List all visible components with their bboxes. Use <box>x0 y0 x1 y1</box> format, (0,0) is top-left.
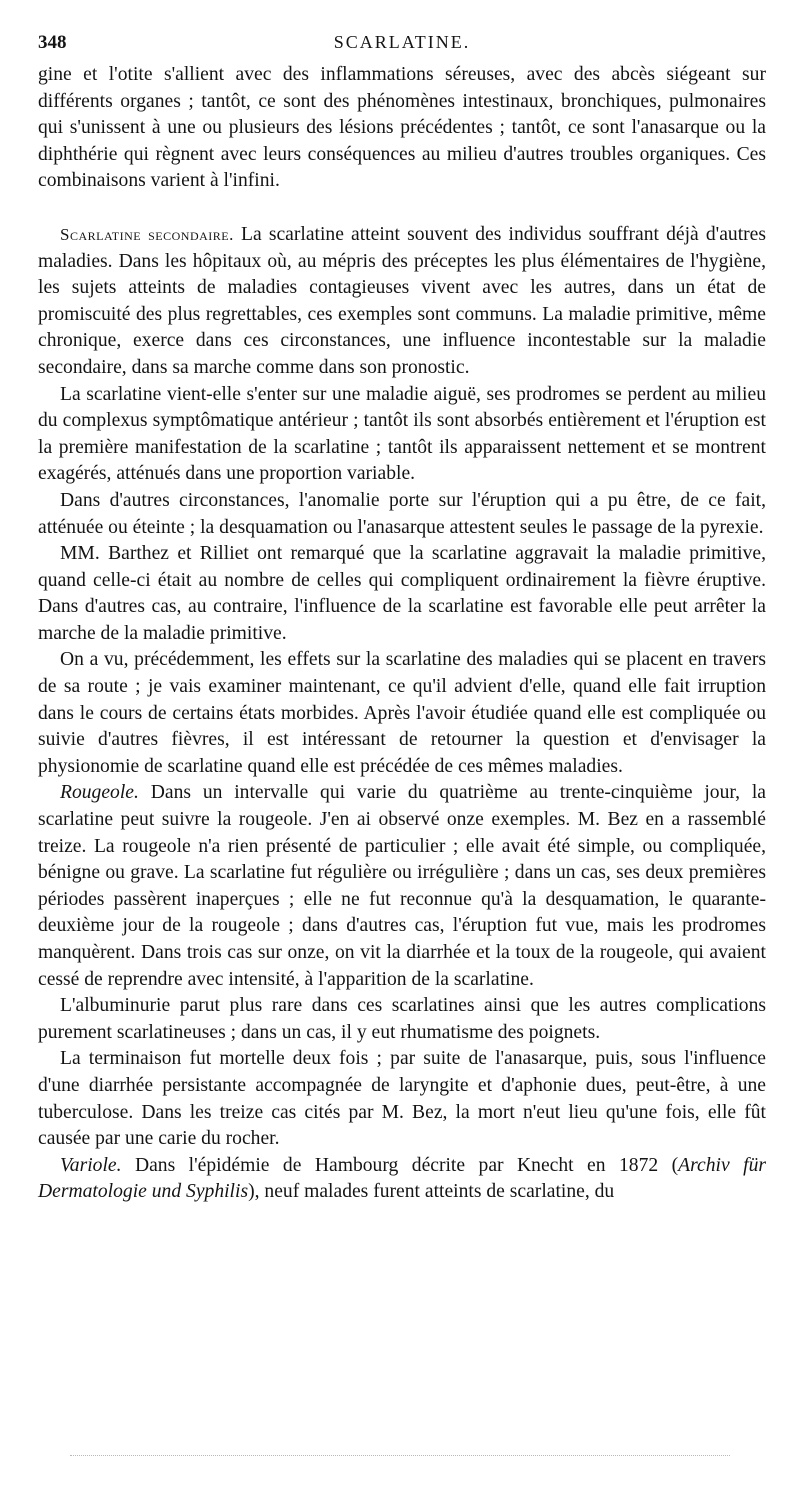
paragraph <box>38 780 766 993</box>
section-heading: Scarlatine secondaire. <box>60 224 234 244</box>
paragraph-text: L'albuminurie parut plus rare dans ces scarlatines ainsi que les autres complications purement scarlatineuses ; dans un cas, il y eut rhumatisme des poignets. <box>38 995 766 1043</box>
paragraph <box>38 1153 766 1206</box>
journal-citation: Archiv für Dermatologie und Syphilis <box>38 1154 766 1203</box>
footer-rule <box>70 1455 730 1456</box>
document-page <box>38 28 766 1206</box>
paragraph-text: La scarlatine vient-elle s'enter sur une maladie aiguë, ses prodromes se perdent au milieu du complexus symptômatique antérieur ; tantôt ils sont absorbés entièrement et l'éruption est la première manifestation de la scarlatine ; tantôt ils apparaissent nettement et se montrent exagérés, atténués dans une proportion variable. <box>38 383 766 485</box>
paragraph-text: gine et l'otite s'allient avec des inflammations séreuses, avec des abcès siégeant sur différents organes ; tantôt, ce sont des phénomènes intestinaux, bronchiques, pulmonaires qui s'unissent à une ou plusieurs des lésions précédentes ; tantôt, ce sont l'anasarque ou la diphthérie qui règnent avec leurs conséquences au milieu d'autres troubles organiques. Ces combinaisons varient à l'infini. <box>38 64 766 192</box>
paragraph-text: Dans un intervalle qui varie du quatrième au trente-cinquième jour, la scarlatine peut suivre la rougeole. J'en ai observé onze exemples. M. Bez en a rassemblé treize. La rougeole n'a rien présenté de particulier ; elle avait été simple, ou compliquée, bénigne ou grave. La scarlatine fut régulière ou irrégulière ; dans un cas, ses deux premières périodes passèrent inaperçues ; elle ne fut reconnue qu'à la desquamation, le quarante-deuxième jour de la rougeole ; dans d'autres cas, l'éruption fut vue, mais les prodromes manquèrent. Dans trois cas sur onze, on vit la diarrhée et la toux de la rougeole, qui avaient cessé de reprendre avec intensité, à l'apparition de la scarlatine. <box>38 782 766 990</box>
paragraph <box>38 1046 766 1152</box>
paragraph-text: La terminaison fut mortelle deux fois ; par suite de l'anasarque, puis, sous l'influence d'une diarrhée persistante accompagnée de laryngite et d'aphonie dues, peut-être, à une tuberculose. Dans les treize cas cités par M. Bez, la mort n'eut lieu qu'une fois, elle fût causée par une carie du rocher. <box>38 1048 766 1150</box>
section-heading: Variole. <box>60 1154 122 1176</box>
paragraph-text: Dans d'autres circonstances, l'anomalie porte sur l'éruption qui a pu être, de ce fait, atténuée ou éteinte ; la desquamation ou l'anasarque attestent seules le passage de la pyrexie. <box>38 489 766 538</box>
paragraph <box>38 222 766 382</box>
paragraph <box>38 62 766 195</box>
page-number: 348 <box>38 32 67 53</box>
paragraph-text: On a vu, précédemment, les effets sur la scarlatine des maladies qui se placent en travers de sa route ; je vais examiner maintenant, ce qu'il advient d'elle, quand elle fait irruption dans le cours de certains états morbides. Après l'avoir étudiée quand elle est compliquée ou suivie d'autres fièvres, il est intéressant de retourner la question et d'envisager la physionomie de scarlatine quand elle est précédée de ces mêmes maladies. <box>38 649 766 777</box>
paragraph <box>38 647 766 780</box>
paragraph-text: ), neuf malades furent atteints de scarlatine, du <box>248 1181 615 1203</box>
page-header <box>38 28 766 62</box>
section-heading: Rougeole. <box>60 782 139 804</box>
paragraph <box>38 488 766 541</box>
paragraph-text: Dans l'épidémie de Hambourg décrite par Knecht en 1872 ( <box>121 1154 679 1176</box>
paragraph <box>38 382 766 488</box>
paragraph-text: MM. Barthez et Rilliet ont remarqué que la scarlatine aggravait la maladie primitive, quand celle-ci était au nombre de celles qui compliquent ordinairement la fièvre éruptive. Dans d'autres cas, au contraire, l'influence de la scarlatine est favorable elle peut arrêter la marche de la maladie primitive. <box>38 543 766 644</box>
paragraph <box>38 993 766 1046</box>
paragraph <box>38 541 766 647</box>
paragraph-text: La scarlatine atteint souvent des individus souffrant déjà d'autres maladies. Dans les hôpitaux où, au mépris des préceptes les plus élémentaires de l'hygiène, les sujets atteints de maladies contagieuses vivent avec les autres, dans un état de promiscuité des plus regrettables, ces exemples sont communs. La maladie primitive, même chronique, exerce dans ces circonstances, une influence incontestable sur la maladie secondaire, dans sa marche comme dans son pronostic. <box>38 223 766 378</box>
body-text <box>38 62 766 1206</box>
running-title: SCARLATINE. <box>333 32 471 52</box>
